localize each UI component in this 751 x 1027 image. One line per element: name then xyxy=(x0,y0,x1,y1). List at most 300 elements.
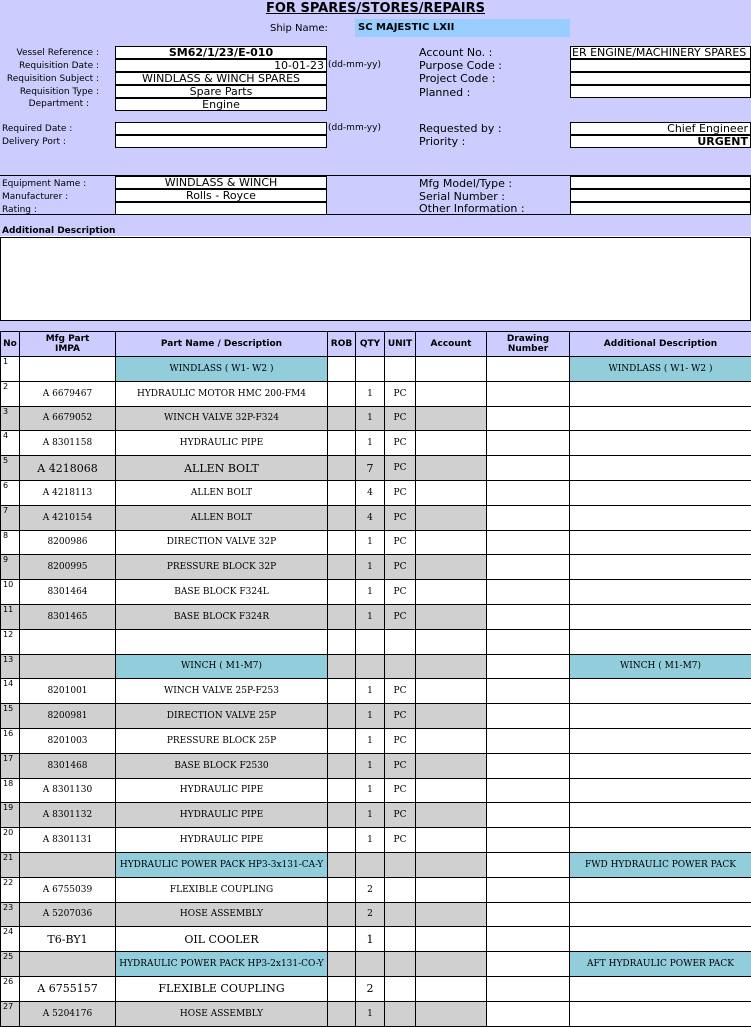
qty-cell[interactable]: 2 xyxy=(356,976,385,1001)
additional-description-cell[interactable] xyxy=(570,902,751,927)
additional-description-field[interactable] xyxy=(0,237,751,321)
rob-cell[interactable] xyxy=(328,456,356,481)
equipment-name-label: Equipment Name : xyxy=(2,179,86,189)
qty-cell[interactable] xyxy=(356,629,385,654)
account-cell[interactable] xyxy=(416,877,487,902)
project-code-field[interactable] xyxy=(570,72,751,85)
qty-cell[interactable]: 1 xyxy=(356,778,385,803)
drawing-number-cell[interactable] xyxy=(487,431,570,456)
row-number: 7 xyxy=(1,505,20,530)
account-cell[interactable] xyxy=(416,753,487,778)
account-cell[interactable] xyxy=(416,381,487,406)
drawing-number-cell[interactable] xyxy=(487,580,570,605)
account-cell[interactable] xyxy=(416,505,487,530)
mfg-part-cell[interactable]: A 4218068 xyxy=(20,456,116,481)
part-name-cell[interactable]: OIL COOLER xyxy=(116,927,328,952)
part-name-cell[interactable]: HYDRAULIC PIPE xyxy=(116,803,328,828)
table-row xyxy=(1,976,751,1001)
unit-cell[interactable]: PC xyxy=(385,580,416,605)
row-number: 4 xyxy=(1,431,20,456)
mfg-part-cell[interactable]: A 6755039 xyxy=(20,877,116,902)
part-name-cell[interactable]: BASE BLOCK F324L xyxy=(116,580,328,605)
additional-description-cell[interactable] xyxy=(570,927,751,952)
unit-cell[interactable] xyxy=(385,952,416,977)
rob-cell[interactable] xyxy=(328,728,356,753)
drawing-number-cell[interactable] xyxy=(487,877,570,902)
purpose-code-field[interactable] xyxy=(570,59,751,72)
qty-cell[interactable] xyxy=(356,952,385,977)
col-header-part-name: Part Name / Description xyxy=(116,332,328,357)
additional-description-cell[interactable] xyxy=(570,431,751,456)
department-field[interactable]: Engine xyxy=(115,98,327,111)
qty-cell[interactable]: 2 xyxy=(356,902,385,927)
account-cell[interactable] xyxy=(416,927,487,952)
table-row xyxy=(1,877,751,902)
drawing-number-cell[interactable] xyxy=(487,902,570,927)
mfg-part-cell[interactable]: A 4218113 xyxy=(20,480,116,505)
part-name-cell[interactable]: WINCH VALVE 25P-F253 xyxy=(116,679,328,704)
qty-cell[interactable]: 2 xyxy=(356,877,385,902)
qty-cell[interactable]: 1 xyxy=(356,431,385,456)
row-number: 14 xyxy=(1,679,20,704)
unit-cell[interactable]: PC xyxy=(385,381,416,406)
mfg-part-cell[interactable]: 8301464 xyxy=(20,580,116,605)
rob-cell[interactable] xyxy=(328,381,356,406)
mfg-part-cell[interactable]: A 5204176 xyxy=(20,1001,116,1026)
required-date-field[interactable] xyxy=(115,122,327,135)
account-cell[interactable] xyxy=(416,530,487,555)
table-row xyxy=(1,927,751,952)
additional-description-cell[interactable] xyxy=(570,753,751,778)
rob-cell[interactable] xyxy=(328,555,356,580)
table-row xyxy=(1,555,751,580)
table-row xyxy=(1,952,751,977)
ship-name-value[interactable]: SC MAJESTIC LXII xyxy=(355,19,570,37)
account-no-label: Account No. : xyxy=(419,46,492,59)
part-name-cell[interactable]: WINCH VALVE 32P-F324 xyxy=(116,406,328,431)
requisition-date-field[interactable]: 10-01-23 xyxy=(115,59,327,72)
rob-cell[interactable] xyxy=(328,877,356,902)
unit-cell[interactable]: PC xyxy=(385,480,416,505)
part-name-cell[interactable]: HOSE ASSEMBLY xyxy=(116,902,328,927)
table-row xyxy=(1,456,751,481)
account-cell[interactable] xyxy=(416,580,487,605)
delivery-port-label: Delivery Port : xyxy=(2,137,66,147)
manufacturer-field[interactable]: Rolls - Royce xyxy=(115,189,327,202)
table-row xyxy=(1,902,751,927)
mfg-part-cell[interactable] xyxy=(20,629,116,654)
table-header-row xyxy=(1,332,751,357)
department-label: Department : xyxy=(29,99,89,109)
rob-cell[interactable] xyxy=(328,580,356,605)
account-cell[interactable] xyxy=(416,728,487,753)
other-info-field[interactable] xyxy=(570,202,751,215)
account-cell[interactable] xyxy=(416,952,487,977)
mfg-part-cell[interactable] xyxy=(20,852,116,877)
account-cell[interactable] xyxy=(416,852,487,877)
additional-description-cell[interactable] xyxy=(570,728,751,753)
qty-cell[interactable]: 1 xyxy=(356,604,385,629)
part-name-cell[interactable]: HOSE ASSEMBLY xyxy=(116,1001,328,1026)
table-row xyxy=(1,431,751,456)
unit-cell[interactable]: PC xyxy=(385,505,416,530)
additional-description-cell[interactable] xyxy=(570,604,751,629)
qty-cell[interactable]: 1 xyxy=(356,555,385,580)
rob-cell[interactable] xyxy=(328,704,356,729)
account-cell[interactable] xyxy=(416,1001,487,1026)
mfg-part-cell[interactable]: T6-BY1 xyxy=(20,927,116,952)
drawing-number-cell[interactable] xyxy=(487,728,570,753)
drawing-number-cell[interactable] xyxy=(487,480,570,505)
account-cell[interactable] xyxy=(416,431,487,456)
table-row xyxy=(1,580,751,605)
unit-cell[interactable]: PC xyxy=(385,456,416,481)
additional-description-cell[interactable] xyxy=(570,704,751,729)
qty-cell[interactable]: 1 xyxy=(356,753,385,778)
rob-cell[interactable] xyxy=(328,679,356,704)
items-table xyxy=(0,331,751,1027)
table-row xyxy=(1,778,751,803)
unit-cell[interactable]: PC xyxy=(385,406,416,431)
requisition-subject-field[interactable]: WINDLASS & WINCH SPARES xyxy=(115,72,327,85)
drawing-number-cell[interactable] xyxy=(487,704,570,729)
qty-cell[interactable] xyxy=(356,654,385,679)
row-number: 5 xyxy=(1,456,20,481)
mfg-model-label: Mfg Model/Type : xyxy=(419,177,512,190)
rob-cell[interactable] xyxy=(328,406,356,431)
table-row xyxy=(1,505,751,530)
mfg-part-cell[interactable] xyxy=(20,952,116,977)
drawing-number-cell[interactable] xyxy=(487,505,570,530)
rob-cell[interactable] xyxy=(328,828,356,853)
unit-cell[interactable]: PC xyxy=(385,555,416,580)
row-number: 26 xyxy=(1,976,20,1001)
account-cell[interactable] xyxy=(416,976,487,1001)
drawing-number-cell[interactable] xyxy=(487,555,570,580)
planned-field[interactable] xyxy=(570,85,751,98)
rob-cell[interactable] xyxy=(328,431,356,456)
additional-description-cell[interactable]: AFT HYDRAULIC POWER PACK xyxy=(570,952,751,977)
table-row xyxy=(1,828,751,853)
drawing-number-cell[interactable] xyxy=(487,852,570,877)
rob-cell[interactable] xyxy=(328,976,356,1001)
additional-description-cell[interactable] xyxy=(570,456,751,481)
part-name-cell[interactable]: BASE BLOCK F324R xyxy=(116,604,328,629)
account-cell[interactable] xyxy=(416,406,487,431)
drawing-number-cell[interactable] xyxy=(487,406,570,431)
unit-cell[interactable]: PC xyxy=(385,704,416,729)
rob-cell[interactable] xyxy=(328,480,356,505)
rob-cell[interactable] xyxy=(328,927,356,952)
additional-description-label: Additional Description xyxy=(2,226,115,236)
additional-description-cell[interactable] xyxy=(570,555,751,580)
mfg-part-cell[interactable]: 8201003 xyxy=(20,728,116,753)
additional-description-cell[interactable] xyxy=(570,406,751,431)
mfg-part-cell[interactable]: A 6755157 xyxy=(20,976,116,1001)
additional-description-cell[interactable]: FWD HYDRAULIC POWER PACK xyxy=(570,852,751,877)
table-row xyxy=(1,728,751,753)
part-name-cell[interactable]: HYDRAULIC PIPE xyxy=(116,828,328,853)
unit-cell[interactable]: PC xyxy=(385,679,416,704)
row-number: 27 xyxy=(1,1001,20,1026)
unit-cell[interactable] xyxy=(385,357,416,382)
requisition-type-field[interactable]: Spare Parts xyxy=(115,85,327,98)
row-number: 11 xyxy=(1,604,20,629)
row-number: 15 xyxy=(1,704,20,729)
row-number: 1 xyxy=(1,357,20,382)
qty-cell[interactable]: 1 xyxy=(356,406,385,431)
requisition-header xyxy=(0,0,751,236)
part-name-cell[interactable]: BASE BLOCK F2530 xyxy=(116,753,328,778)
unit-cell[interactable]: PC xyxy=(385,828,416,853)
qty-cell[interactable]: 1 xyxy=(356,803,385,828)
account-cell[interactable] xyxy=(416,778,487,803)
qty-cell[interactable]: 1 xyxy=(356,927,385,952)
mfg-part-cell[interactable]: A 8301131 xyxy=(20,828,116,853)
rob-cell[interactable] xyxy=(328,604,356,629)
rating-label: Rating : xyxy=(2,205,37,215)
row-number: 17 xyxy=(1,753,20,778)
planned-label: Planned : xyxy=(419,86,470,99)
additional-description-cell[interactable] xyxy=(570,480,751,505)
rob-cell[interactable] xyxy=(328,1001,356,1026)
account-cell[interactable] xyxy=(416,828,487,853)
other-info-label: Other Information : xyxy=(419,202,525,215)
account-cell[interactable] xyxy=(416,604,487,629)
unit-cell[interactable]: PC xyxy=(385,728,416,753)
unit-cell[interactable] xyxy=(385,629,416,654)
part-name-cell[interactable]: FLEXIBLE COUPLING xyxy=(116,976,328,1001)
part-name-cell[interactable]: DIRECTION VALVE 32P xyxy=(116,530,328,555)
part-name-cell[interactable]: FLEXIBLE COUPLING xyxy=(116,877,328,902)
additional-description-cell[interactable] xyxy=(570,381,751,406)
rob-cell[interactable] xyxy=(328,852,356,877)
rob-cell[interactable] xyxy=(328,530,356,555)
mfg-part-cell[interactable]: A 6679052 xyxy=(20,406,116,431)
table-row xyxy=(1,704,751,729)
table-row xyxy=(1,852,751,877)
drawing-number-cell[interactable] xyxy=(487,604,570,629)
additional-description-cell[interactable] xyxy=(570,580,751,605)
additional-description-cell[interactable]: WINDLASS ( W1- W2 ) xyxy=(570,357,751,382)
rating-field[interactable] xyxy=(115,202,327,215)
purpose-code-label: Purpose Code : xyxy=(419,59,502,72)
drawing-number-cell[interactable] xyxy=(487,654,570,679)
rob-cell[interactable] xyxy=(328,357,356,382)
additional-description-cell[interactable] xyxy=(570,505,751,530)
mfg-part-cell[interactable]: A 8301158 xyxy=(20,431,116,456)
unit-cell[interactable] xyxy=(385,877,416,902)
unit-cell[interactable] xyxy=(385,927,416,952)
additional-description-cell[interactable] xyxy=(570,629,751,654)
vessel-reference-label: Vessel Reference : xyxy=(17,48,100,58)
unit-cell[interactable] xyxy=(385,852,416,877)
account-cell[interactable] xyxy=(416,357,487,382)
project-code-label: Project Code : xyxy=(419,72,496,85)
additional-description-cell[interactable] xyxy=(570,1001,751,1026)
part-name-cell[interactable]: PRESSURE BLOCK 32P xyxy=(116,555,328,580)
mfg-part-cell[interactable] xyxy=(20,654,116,679)
requisition-subject-label: Requisition Subject : xyxy=(7,74,99,84)
qty-cell[interactable]: 1 xyxy=(356,828,385,853)
unit-cell[interactable]: PC xyxy=(385,778,416,803)
date-format-hint: (dd-mm-yy) xyxy=(328,60,381,70)
required-date-label: Required Date : xyxy=(2,124,72,134)
qty-cell[interactable] xyxy=(356,852,385,877)
delivery-port-field[interactable] xyxy=(115,135,327,148)
vessel-reference-field[interactable]: SM62/1/23/E-010 xyxy=(115,46,327,59)
qty-cell[interactable]: 1 xyxy=(356,381,385,406)
row-number: 20 xyxy=(1,828,20,853)
mfg-part-cell[interactable]: A 5207036 xyxy=(20,902,116,927)
table-row xyxy=(1,357,751,382)
additional-description-cell[interactable] xyxy=(570,877,751,902)
mfg-part-cell[interactable]: 8200995 xyxy=(20,555,116,580)
drawing-number-cell[interactable] xyxy=(487,952,570,977)
account-no-field[interactable]: ER ENGINE/MACHINERY SPARES xyxy=(570,46,751,59)
mfg-part-cell[interactable]: A 4210154 xyxy=(20,505,116,530)
requisition-date-label: Requisition Date : xyxy=(19,61,99,71)
ship-name-label: Ship Name: xyxy=(270,23,328,34)
account-cell[interactable] xyxy=(416,456,487,481)
row-number: 21 xyxy=(1,852,20,877)
qty-cell[interactable]: 7 xyxy=(356,456,385,481)
qty-cell[interactable]: 4 xyxy=(356,505,385,530)
drawing-number-cell[interactable] xyxy=(487,381,570,406)
unit-cell[interactable] xyxy=(385,1001,416,1026)
drawing-number-cell[interactable] xyxy=(487,456,570,481)
qty-cell[interactable]: 1 xyxy=(356,530,385,555)
drawing-number-cell[interactable] xyxy=(487,357,570,382)
row-number: 12 xyxy=(1,629,20,654)
rob-cell[interactable] xyxy=(328,654,356,679)
rob-cell[interactable] xyxy=(328,629,356,654)
drawing-number-cell[interactable] xyxy=(487,1001,570,1026)
mfg-part-cell[interactable]: 8301465 xyxy=(20,604,116,629)
equipment-name-field[interactable]: WINDLASS & WINCH xyxy=(115,176,327,189)
mfg-part-cell[interactable] xyxy=(20,357,116,382)
row-number: 18 xyxy=(1,778,20,803)
mfg-model-field[interactable] xyxy=(570,176,751,189)
rob-cell[interactable] xyxy=(328,803,356,828)
unit-cell[interactable]: PC xyxy=(385,604,416,629)
row-number: 13 xyxy=(1,654,20,679)
account-cell[interactable] xyxy=(416,704,487,729)
part-name-cell[interactable]: ALLEN BOLT xyxy=(116,505,328,530)
part-name-cell[interactable]: HYDRAULIC PIPE xyxy=(116,778,328,803)
part-name-cell[interactable]: HYDRAULIC POWER PACK HP3-3x131-CA-Y xyxy=(116,852,328,877)
part-name-cell[interactable] xyxy=(116,629,328,654)
drawing-number-cell[interactable] xyxy=(487,530,570,555)
unit-cell[interactable]: PC xyxy=(385,530,416,555)
drawing-number-cell[interactable] xyxy=(487,803,570,828)
row-number: 23 xyxy=(1,902,20,927)
priority-field[interactable]: URGENT xyxy=(570,135,751,148)
table-row xyxy=(1,803,751,828)
row-number: 19 xyxy=(1,803,20,828)
part-name-cell[interactable]: HYDRAULIC MOTOR HMC 200-FM4 xyxy=(116,381,328,406)
additional-description-cell[interactable] xyxy=(570,828,751,853)
table-row xyxy=(1,480,751,505)
part-name-cell[interactable]: DIRECTION VALVE 25P xyxy=(116,704,328,729)
drawing-number-cell[interactable] xyxy=(487,976,570,1001)
part-name-cell[interactable]: HYDRAULIC PIPE xyxy=(116,431,328,456)
additional-description-cell[interactable] xyxy=(570,976,751,1001)
rob-cell[interactable] xyxy=(328,902,356,927)
mfg-part-cell[interactable]: 8200981 xyxy=(20,704,116,729)
part-name-cell[interactable]: PRESSURE BLOCK 25P xyxy=(116,728,328,753)
qty-cell[interactable] xyxy=(356,357,385,382)
qty-cell[interactable]: 1 xyxy=(356,580,385,605)
drawing-number-cell[interactable] xyxy=(487,778,570,803)
drawing-number-cell[interactable] xyxy=(487,679,570,704)
mfg-part-cell[interactable]: A 8301132 xyxy=(20,803,116,828)
rob-cell[interactable] xyxy=(328,778,356,803)
drawing-number-cell[interactable] xyxy=(487,629,570,654)
account-cell[interactable] xyxy=(416,654,487,679)
part-name-cell[interactable]: HYDRAULIC POWER PACK HP3-2x131-CO-Y xyxy=(116,952,328,977)
additional-description-cell[interactable] xyxy=(570,530,751,555)
table-row xyxy=(1,629,751,654)
mfg-part-cell[interactable]: 8301468 xyxy=(20,753,116,778)
unit-cell[interactable] xyxy=(385,902,416,927)
additional-description-cell[interactable] xyxy=(570,778,751,803)
account-cell[interactable] xyxy=(416,480,487,505)
unit-cell[interactable] xyxy=(385,654,416,679)
qty-cell[interactable]: 1 xyxy=(356,704,385,729)
mfg-part-cell[interactable]: 8200986 xyxy=(20,530,116,555)
rob-cell[interactable] xyxy=(328,505,356,530)
additional-description-cell[interactable]: WINCH ( M1-M7) xyxy=(570,654,751,679)
account-cell[interactable] xyxy=(416,679,487,704)
unit-cell[interactable]: PC xyxy=(385,753,416,778)
unit-cell[interactable]: PC xyxy=(385,803,416,828)
part-name-cell[interactable]: ALLEN BOLT xyxy=(116,456,328,481)
part-name-cell[interactable]: WINDLASS ( W1- W2 ) xyxy=(116,357,328,382)
additional-description-cell[interactable] xyxy=(570,679,751,704)
part-name-cell[interactable]: WINCH ( M1-M7) xyxy=(116,654,328,679)
mfg-part-cell[interactable]: A 6679467 xyxy=(20,381,116,406)
additional-description-cell[interactable] xyxy=(570,803,751,828)
requested-by-field[interactable]: Chief Engineer xyxy=(570,122,751,135)
table-row xyxy=(1,604,751,629)
account-cell[interactable] xyxy=(416,902,487,927)
table-row xyxy=(1,406,751,431)
drawing-number-cell[interactable] xyxy=(487,828,570,853)
part-name-cell[interactable]: ALLEN BOLT xyxy=(116,480,328,505)
account-cell[interactable] xyxy=(416,555,487,580)
rob-cell[interactable] xyxy=(328,952,356,977)
mfg-part-cell[interactable]: A 8301130 xyxy=(20,778,116,803)
account-cell[interactable] xyxy=(416,803,487,828)
drawing-number-cell[interactable] xyxy=(487,753,570,778)
account-cell[interactable] xyxy=(416,629,487,654)
qty-cell[interactable]: 1 xyxy=(356,679,385,704)
mfg-part-cell[interactable]: 8201001 xyxy=(20,679,116,704)
unit-cell[interactable] xyxy=(385,976,416,1001)
row-number: 3 xyxy=(1,406,20,431)
unit-cell[interactable]: PC xyxy=(385,431,416,456)
rob-cell[interactable] xyxy=(328,753,356,778)
qty-cell[interactable]: 1 xyxy=(356,728,385,753)
drawing-number-cell[interactable] xyxy=(487,927,570,952)
serial-number-field[interactable] xyxy=(570,189,751,202)
table-row xyxy=(1,381,751,406)
page-title: FOR SPARES/STORES/REPAIRS xyxy=(0,1,751,16)
qty-cell[interactable]: 1 xyxy=(356,1001,385,1026)
qty-cell[interactable]: 4 xyxy=(356,480,385,505)
col-header-account: Account xyxy=(416,332,487,357)
